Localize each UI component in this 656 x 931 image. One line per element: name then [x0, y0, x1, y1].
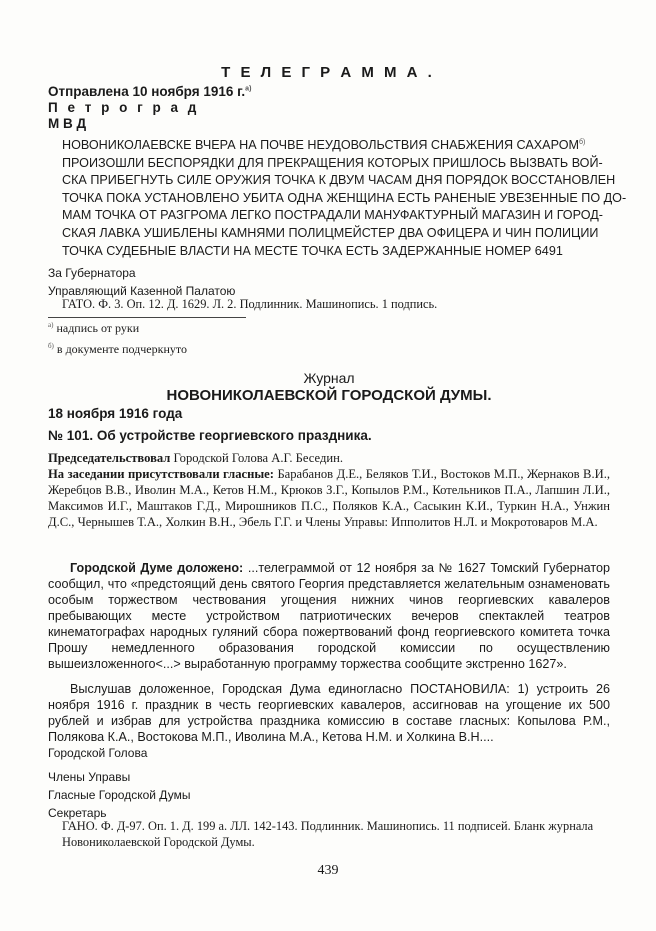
- signature-governor: За Губернатора: [48, 266, 136, 280]
- signature-councillors: Гласные Городской Думы: [48, 788, 191, 802]
- telegram-line: ТОЧКА ПОКА УСТАНОВЛЕНО УБИТА ОДНА ЖЕНЩИНА ЕСТЬ РАНЕНЫЕ УВЕЗЕННЫЕ ПО ДО-: [62, 190, 627, 205]
- telegram-source: ГАТО. Ф. 3. Оп. 12. Д. 1629. Л. 2. Подлинник. Машинопись. 1 подпись.: [62, 297, 438, 311]
- footnote-ref-a: а): [245, 85, 252, 93]
- present-text: Барабанов Д.Е., Беляков Т.И., Востоков М.П., Жернаков В.И., Жеребцов В.В., Иволин М.А., Кетов Н.М., Крюков З.Г., Копылов Р.М., Котельников П.А., Лапшин Л.И., Максимов И.Г., Маштаков Г.Д., Мирошников П.С., Поляков К.А., Сасыкин К.И., Туркин Н.А., Унжин Д.С., Чернышев Т.А., Холкин В.Н., Эбель Г.Г. и Члены Управы: Ипполитов Н.Л. и Мокротоваров М.А.: [48, 467, 610, 529]
- signature-treasury: Управляющий Казенной Палатою: [48, 284, 236, 298]
- telegram-line: СКАЯ ЛАВКА УШИБЛЕНЫ КАМНЯМИ ПОЛИЦМЕЙСТЕР ДВА ОФИЦЕРА И ЧИН ПОЛИЦИИ: [62, 225, 599, 240]
- telegram-line: ПРОИЗОШЛИ БЕСПОРЯДКИ ДЛЯ ПРЕКРАЩЕНИЯ КОТОРЫХ ПРИШЛОСЬ ВЫЗВАТЬ ВОЙ-: [62, 155, 603, 170]
- telegram-sent: Отправлена 10 ноября 1916 г.: [48, 84, 246, 99]
- footnote-b: $^{б)}$ в документе подчеркнуто: [48, 342, 187, 356]
- signature-mayor: Городской Голова: [48, 746, 148, 760]
- telegram-line: НОВОНИКОЛАЕВСКЕ ВЧЕРА НА ПОЧВЕ НЕУДОВОЛЬСТВИЯ СНАБЖЕНИЯ $САХАРОМ^{б)}$: [62, 138, 586, 152]
- chair-text: Городской Голова А.Г. Беседин.: [170, 451, 344, 465]
- signature-board: Члены Управы: [48, 770, 131, 784]
- page-number: 439: [317, 863, 339, 878]
- journal-subtitle: НОВОНИКОЛАЕВСКОЙ ГОРОДСКОЙ ДУМЫ.: [166, 387, 492, 404]
- telegram-line: ТОЧКА СУДЕБНЫЕ ВЛАСТИ НА МЕСТЕ ТОЧКА ЕСТЬ ЗАДЕРЖАННЫЕ НОМЕР 6491: [62, 243, 563, 258]
- journal-chair: [48, 450, 610, 466]
- telegram-city: П е т р о г р а д: [48, 100, 200, 115]
- telegram-recipient: М В Д: [48, 116, 87, 131]
- report-label: Городской Думе доложено:: [70, 561, 244, 575]
- journal-heading: [48, 370, 610, 405]
- journal-meta: [48, 406, 610, 444]
- journal-date: 18 ноября 1916 года: [48, 406, 183, 421]
- telegram-body: [62, 137, 627, 260]
- telegram-header: [48, 84, 610, 132]
- resolution-text: Выслушав доложенное, Городская Дума единогласно ПОСТАНОВИЛА: 1) устроить 26 ноября 1916 г. праздник в честь георгиевских кавалеров, ассигновав на угощение их 500 рублей и избрав для устройства праздника комиссию в составе гласных: Копылова Р.М., Полякова К.А., Востокова М.П., Иволина М.А., Кетова Н.М. и Холкина В.Н....: [48, 682, 610, 744]
- journal-present: [48, 466, 610, 530]
- footnotes: [48, 317, 610, 358]
- chair-label: Председательствовал: [48, 451, 171, 465]
- footnote-divider: [48, 317, 246, 318]
- journal-resolution: [48, 681, 610, 745]
- journal-report: [48, 560, 610, 672]
- present-label: На заседании присутствовали гласные:: [48, 467, 274, 481]
- telegram-line: СКА ПРИБЕГНУТЬ СИЛЕ ОРУЖИЯ ТОЧКА К ДВУМ ЧАСАМ ДНЯ ПОРЯДОК ВОССТАНОВЛЕН: [62, 173, 616, 188]
- journal-item: № 101. Об устройстве георгиевского праздника.: [48, 428, 372, 443]
- report-text: ...телеграммой от 12 ноября за № 1627 Томский Губернатор сообщил, что «предстоящий день святого Георгия представляется желательным ознаменовать особым торжеством чествования угощения нижних чинов георгиевских кавалеров пребывающих месте устройством патриотических вечеров спектаклей театров кинематографах народных гуляний сбора пожертвований фонд георгиевского комитета точка Прошу немедленного образования городской комиссии по осуществлению вышеизложенного<...> выработанную программу торжества сообщите экстренно 1627».: [48, 561, 610, 671]
- telegram-title: Т Е Л Е Г Р А М М А .: [221, 64, 435, 81]
- footnote-a: $^{а)}$ надпись от руки: [48, 321, 140, 335]
- signature-secretary: Секретарь: [48, 806, 107, 820]
- footnote-ref-b: б): [579, 138, 586, 146]
- journal-signatures: [48, 744, 610, 822]
- journal-source: ГАНО. Ф. Д-97. Оп. 1. Д. 199 а. ЛЛ. 142-143. Подлинник. Машинопись. 11 подписей. Бланк журнала Новониколаевской Городской Думы.: [62, 819, 594, 849]
- journal-title: Журнал: [303, 370, 355, 386]
- telegram-line: МАМ ТОЧКА ОТ РАЗГРОМА ЛЕГКО ПОСТРАДАЛИ МАНУФАКТУРНЫЙ МАГАЗИН И ГОРОД-: [62, 208, 603, 223]
- telegram-signatures: [48, 264, 610, 300]
- telegram-sent-line: [48, 84, 610, 100]
